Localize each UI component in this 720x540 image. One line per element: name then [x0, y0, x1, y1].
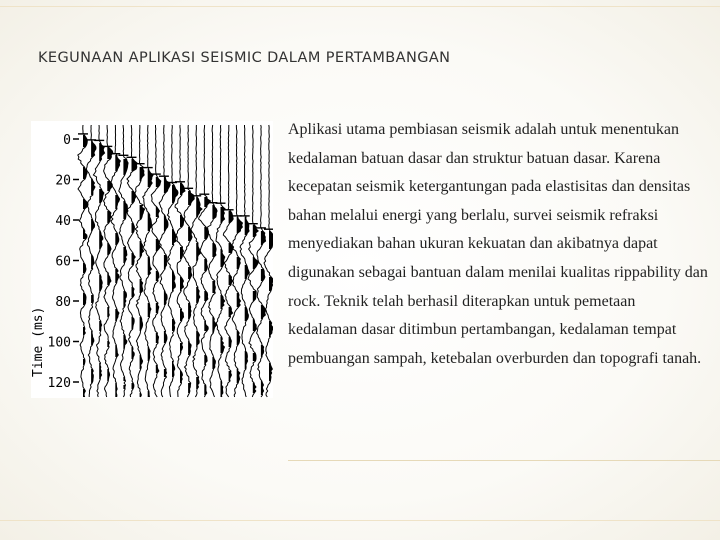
time-tick-label: 20 — [55, 173, 71, 189]
trace-lobe — [140, 167, 145, 181]
time-tick-label: 100 — [47, 335, 71, 351]
seismic-trace — [175, 125, 185, 397]
footer-divider — [288, 460, 720, 461]
slide-title: KEGUNAAN APLIKASI SEISMIC DALAM PERTAMBANGAN — [38, 50, 451, 66]
trace-lobe — [148, 303, 151, 317]
seismic-trace — [151, 125, 161, 397]
trace-lobe — [123, 291, 126, 307]
trace-lobe — [253, 353, 256, 361]
seismic-trace — [264, 125, 273, 397]
seismogram-image — [31, 121, 273, 398]
trace-lobe — [237, 257, 241, 269]
trace-lobe — [253, 225, 258, 237]
seismic-trace — [86, 125, 96, 397]
time-tick-labels — [48, 133, 79, 391]
seismogram-plot — [31, 121, 273, 398]
trace-lobe — [123, 335, 127, 349]
trace-lobe — [269, 363, 272, 381]
seismic-trace — [78, 125, 88, 397]
trace-lobe — [156, 303, 159, 313]
trace-lobe — [164, 177, 170, 193]
seismic-trace — [208, 125, 218, 397]
trace-lobe — [115, 233, 119, 245]
trace-lobe — [107, 243, 111, 255]
trace-lobe — [91, 295, 93, 303]
top-border — [0, 6, 720, 7]
trace-lobe — [132, 253, 136, 265]
seismic-trace — [183, 125, 194, 397]
trace-lobe — [123, 247, 127, 263]
time-tick-label: 0 — [63, 133, 71, 148]
time-tick-label: 80 — [55, 295, 71, 310]
seismic-trace — [104, 125, 113, 397]
bottom-border — [0, 520, 720, 521]
trace-lobe — [148, 213, 152, 231]
seismic-traces — [78, 125, 273, 397]
time-tick-label: 60 — [55, 254, 71, 270]
time-tick-label: 40 — [55, 214, 71, 229]
time-axis-label: Time (ms) — [31, 306, 46, 377]
body-paragraph: Aplikasi utama pembiasan seismik adalah untuk menentukan kedalaman batuan dasar dan struktur batuan dasar. Karena kecepatan seismik ketergantungan pada elastisitas dan densitas bahan melalui energi yang berlalu, survei seismik refraksi menyediakan bahan ukuran kekuatan dan akibatnya dapat digunakan sebagai bantuan dalam menilai kualitas rippability dan rock. Teknik telah berhasil diterapkan untuk pemetaan kedalaman dasar ditimbun pertambangan, kedalaman tempat pembuangan sampah, ketebalan overburden dan topografi tanah. — [288, 121, 708, 367]
seismic-trace — [93, 125, 104, 397]
seismic-trace — [167, 125, 178, 397]
time-tick-label: 120 — [47, 376, 71, 391]
trace-lobe — [229, 211, 234, 223]
trace-lobe — [132, 317, 135, 329]
trace-lobe — [261, 381, 264, 395]
trace-lobe — [132, 347, 135, 359]
seismic-trace — [223, 125, 233, 397]
